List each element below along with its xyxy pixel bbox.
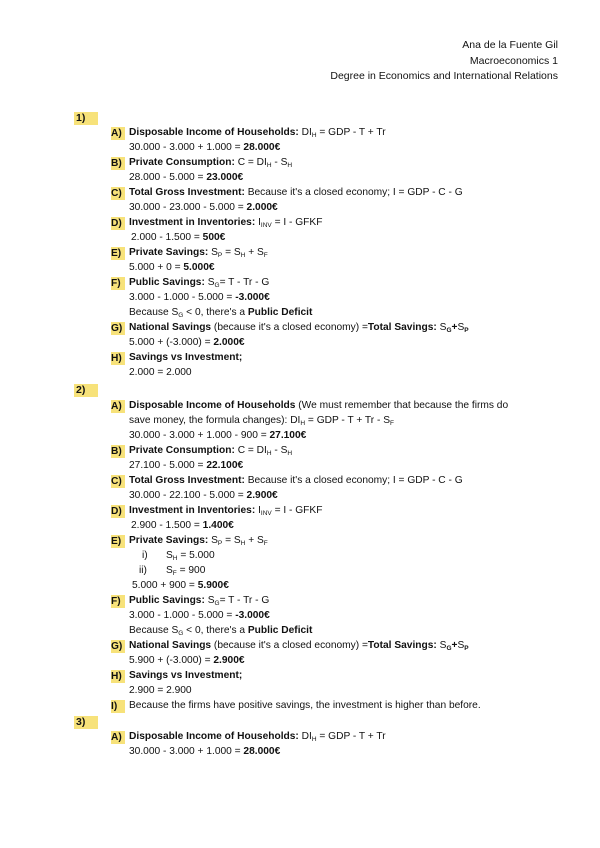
question-2-label: 2) xyxy=(74,384,98,397)
q1-b-calc: 28.000 - 5.000 = 23.000€ xyxy=(129,172,244,183)
q2-b-letter: B) xyxy=(111,445,125,458)
q1-e-letter: E) xyxy=(111,247,125,260)
q2-e-sub-ii: $S_F = 900$ xyxy=(166,565,206,577)
q2-e-sub-i: $S_H = 5.000$ xyxy=(166,550,215,562)
q2-e-sub-i-number: i) xyxy=(142,550,148,561)
q1-d-calc: 2.000 - 1.500 = 500€ xyxy=(131,232,226,243)
q1-c-heading: Total Gross Investment: Because it's a closed economy; I = GDP - C - G xyxy=(129,187,463,198)
q2-b-heading: Private Consumption: $C = DI_H - S_H$ xyxy=(129,445,293,457)
q2-f-heading: Public Savings: $S_G= T - Tr - G$ xyxy=(129,595,270,607)
q2-a-heading: Disposable Income of Households (We must remember that because the firms do xyxy=(129,400,509,411)
q2-f-calc: 3.000 - 1.000 - 5.000 = -3.000€ xyxy=(129,610,270,621)
q1-f-calc: 3.000 - 1.000 - 5.000 = -3.000€ xyxy=(129,292,270,303)
q2-f-note: Because $S_G < 0$, there's a Public Deficit xyxy=(129,625,313,637)
q1-a-heading: Disposable Income of Households: $DI_H$ = GDP - T + Tr xyxy=(129,127,386,139)
q2-c-letter: C) xyxy=(111,475,125,488)
q2-g-heading: National Savings (because it's a closed economy) =Total Savings: $S_G+S_P$ xyxy=(129,640,469,652)
q2-i-letter: I) xyxy=(111,700,125,713)
q2-a-calc: 30.000 - 3.000 + 1.000 - 900 = 27.100€ xyxy=(129,430,307,441)
q1-g-letter: G) xyxy=(111,322,125,335)
q2-g-letter: G) xyxy=(111,640,125,653)
q1-e-heading: Private Savings: $S_P = S_H + S_F$ xyxy=(129,247,268,259)
q3-a-letter: A) xyxy=(111,731,125,744)
q2-e-heading: Private Savings: $S_P = S_H + S_F$ xyxy=(129,535,268,547)
q2-d-heading: Investment in Inventories: $I_{INV} = I$ - GFKF xyxy=(129,505,323,517)
q2-a-heading-cont: save money, the formula changes): $DI_H$ = GDP - $T + Tr - S_F$ xyxy=(129,415,394,427)
q1-f-note: Because $S_G < 0$, there's a Public Deficit xyxy=(129,307,313,319)
author-name: Ana de la Fuente Gil xyxy=(462,39,558,51)
question-3-label: 3) xyxy=(74,716,98,729)
q2-b-calc: 27.100 - 5.000 = 22.100€ xyxy=(129,460,244,471)
degree-name: Degree in Economics and International Relations xyxy=(330,70,558,82)
q3-a-heading: Disposable Income of Households: $DI_H$ = GDP - T + Tr xyxy=(129,731,386,743)
q2-i-text: Because the firms have positive savings, the investment is higher than before. xyxy=(129,700,481,711)
q2-f-letter: F) xyxy=(111,595,125,608)
q1-c-letter: C) xyxy=(111,187,125,200)
q2-e-letter: E) xyxy=(111,535,125,548)
q1-b-letter: B) xyxy=(111,157,125,170)
q2-d-calc: 2.900 - 1.500 = 1.400€ xyxy=(131,520,234,531)
q1-g-heading: National Savings (because it's a closed economy) =Total Savings: $S_G+S_P$ xyxy=(129,322,469,334)
q2-d-letter: D) xyxy=(111,505,125,518)
q2-h-letter: H) xyxy=(111,670,125,683)
question-1-label: 1) xyxy=(74,112,98,125)
q1-d-heading: Investment in Inventories: $I_{INV} = I$ - GFKF xyxy=(129,217,323,229)
q1-g-calc: 5.000 + (-3.000) = 2.000€ xyxy=(129,337,245,348)
q1-e-calc: 5.000 + 0 = 5.000€ xyxy=(129,262,215,273)
q1-h-letter: H) xyxy=(111,352,125,365)
q1-b-heading: Private Consumption: $C = DI_H - S_H$ xyxy=(129,157,293,169)
document-header xyxy=(330,38,558,85)
q3-a-calc: 30.000 - 3.000 + 1.000 = 28.000€ xyxy=(129,746,281,757)
q2-h-calc: 2.900 = 2.900 xyxy=(129,685,192,696)
q2-g-calc: 5.900 + (-3.000) = 2.900€ xyxy=(129,655,245,666)
q1-f-letter: F) xyxy=(111,277,125,290)
q2-c-calc: 30.000 - 22.100 - 5.000 = 2.900€ xyxy=(129,490,278,501)
q1-c-calc: 30.000 - 23.000 - 5.000 = 2.000€ xyxy=(129,202,278,213)
q1-h-heading: Savings vs Investment; xyxy=(129,352,243,363)
q1-d-letter: D) xyxy=(111,217,125,230)
q1-f-heading: Public Savings: $S_G= T - Tr - G$ xyxy=(129,277,270,289)
q2-c-heading: Total Gross Investment: Because it's a closed economy; I = GDP - C - G xyxy=(129,475,463,486)
course-name: Macroeconomics 1 xyxy=(469,54,558,67)
q2-h-heading: Savings vs Investment; xyxy=(129,670,243,681)
q2-e-calc: 5.000 + 900 = 5.900€ xyxy=(132,580,229,591)
q1-h-calc: 2.000 = 2.000 xyxy=(129,367,192,378)
q1-a-letter: A) xyxy=(111,127,125,140)
q1-a-calc: 30.000 - 3.000 + 1.000 = 28.000€ xyxy=(129,142,281,153)
q2-a-letter: A) xyxy=(111,400,125,413)
q2-e-sub-ii-number: ii) xyxy=(139,565,147,576)
